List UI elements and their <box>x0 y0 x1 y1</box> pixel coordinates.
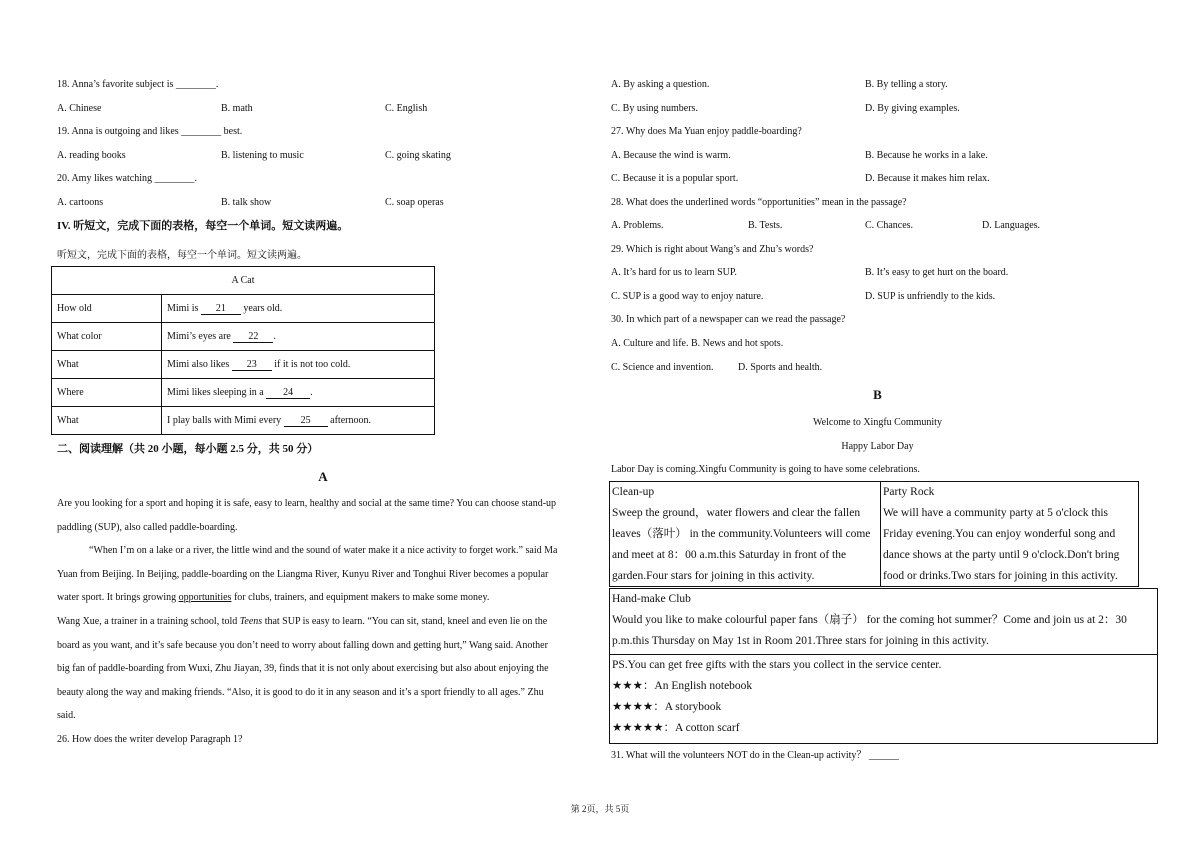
party-line: food or drinks.Two stars for joining in this activity. <box>883 570 1118 582</box>
answer-blank-22[interactable]: 22 <box>233 331 273 343</box>
handmake-title: Hand-make Club <box>612 593 691 605</box>
q19-option-a: A. reading books <box>57 150 126 161</box>
answer-blank-21[interactable]: 21 <box>201 303 241 315</box>
q29-option-a: A. It’s hard for us to learn SUP. <box>611 267 737 278</box>
ps-note: PS.You can get free gifts with the stars you collect in the service center. <box>612 659 942 671</box>
party-line: We will have a community party at 5 o'clock this <box>883 507 1109 519</box>
passage-a-line: big fan of paddle-boarding from Wuxi, Zhu Jiayan, 39, finds that it is not only about exercising but also about enjoying the <box>57 663 549 674</box>
table-row: What I play balls with Mimi every 25 afternoon. <box>52 407 435 435</box>
q26-option-b: B. By telling a story. <box>865 79 948 90</box>
cleanup-line: leaves（落叶） in the community.Volunteers will come <box>612 528 871 540</box>
q18-option-b: B. math <box>221 103 253 114</box>
party-box <box>880 481 1139 587</box>
passage-a-line: said. <box>57 710 76 721</box>
cleanup-title: Clean-up <box>612 486 655 498</box>
table-row: Where Mimi likes sleeping in a 24 . <box>52 379 435 407</box>
handmake-line: Would you like to make colourful paper fans（扇子） for the coming hot summer？Come and join us at 2：30 <box>612 614 1127 626</box>
answer-blank-24[interactable]: 24 <box>266 387 310 399</box>
row-label: Where <box>52 379 162 407</box>
cat-table-title: A Cat <box>52 267 435 295</box>
answer-blank-23[interactable]: 23 <box>232 359 272 371</box>
table-row: How old Mimi is 21 years old. <box>52 295 435 323</box>
q29-stem: 29. Which is right about Wang’s and Zhu’s words? <box>611 244 814 255</box>
q20-option-c: C. soap operas <box>385 197 444 208</box>
q28-option-c: C. Chances. <box>865 220 914 231</box>
passage-b-subtitle: Happy Labor Day <box>841 441 914 452</box>
section4-title: IV. 听短文，完成下面的表格，每空一个单词。短文读两遍。 <box>57 220 349 232</box>
cleanup-line: and meet at 8：00 a.m.this Saturday in front of the <box>612 549 847 561</box>
gift-three-stars: ★★★：An English notebook <box>612 680 753 692</box>
q29-option-d: D. SUP is unfriendly to the kids. <box>865 291 996 302</box>
underlined-word: opportunities <box>178 592 232 603</box>
q29-option-c: C. SUP is a good way to enjoy nature. <box>611 291 764 302</box>
row-label: What color <box>52 323 162 351</box>
section4-note: 听短文，完成下面的表格，每空一个单词。短文读两遍。 <box>57 250 307 261</box>
passage-a-line: Are you looking for a sport and hoping it is safe, easy to learn, healthy and social at the same time? You can choose stand-up <box>57 498 557 509</box>
row-label: How old <box>52 295 162 323</box>
q26-stem: 26. How does the writer develop Paragraph 1? <box>57 734 243 745</box>
row-label: What <box>52 407 162 435</box>
cleanup-line: Sweep the ground，water flowers and clear the fallen <box>612 507 861 519</box>
party-line: Friday evening.You can enjoy wonderful song and <box>883 528 1116 540</box>
q20-option-b: B. talk show <box>221 197 272 208</box>
cat-table <box>51 266 435 435</box>
cleanup-line: garden.Four stars for joining in this activity. <box>612 570 815 582</box>
gift-five-stars: ★★★★★：A cotton scarf <box>612 722 740 734</box>
q18-option-c: C. English <box>385 103 428 114</box>
gift-four-stars: ★★★★：A storybook <box>612 701 722 713</box>
passage-b-label: B <box>873 387 882 402</box>
q30-options-ab: A. Culture and life. B. News and hot spots. <box>611 338 784 349</box>
q30-stem: 30. In which part of a newspaper can we read the passage? <box>611 314 846 325</box>
q31-stem: 31. What will the volunteers NOT do in the Clean-up activity？ ______ <box>611 750 899 761</box>
handmake-box <box>609 588 1158 655</box>
passage-a-label: A <box>318 469 328 484</box>
q26-option-c: C. By using numbers. <box>611 103 698 114</box>
q27-option-b: B. Because he works in a lake. <box>865 150 988 161</box>
table-row: What Mimi also likes 23 if it is not too cold. <box>52 351 435 379</box>
q20-stem: 20. Amy likes watching ________. <box>57 173 197 184</box>
q28-option-b: B. Tests. <box>748 220 783 231</box>
q18-stem: 18. Anna’s favorite subject is ________. <box>57 79 219 90</box>
q30-option-d: D. Sports and health. <box>738 362 823 373</box>
passage-a-line: Yuan from Beijing. In Beijing, paddle-boarding on the Liangma River, Kunyu River and Tonghui River becomes a popular <box>57 569 549 580</box>
page-footer: 第 2页，共 5页 <box>570 804 630 814</box>
passage-a-line: water sport. It brings growing opportunities for clubs, trainers, and equipment makers to make some money. <box>57 592 490 603</box>
q26-option-a: A. By asking a question. <box>611 79 710 90</box>
party-line: dance shows at the party until 9 o'clock.Don't bring <box>883 549 1120 561</box>
table-row: What color Mimi’s eyes are 22 . <box>52 323 435 351</box>
answer-blank-25[interactable]: 25 <box>284 415 328 427</box>
party-title: Party Rock <box>883 486 935 498</box>
cleanup-box <box>609 481 881 587</box>
q27-stem: 27. Why does Ma Yuan enjoy paddle-boarding? <box>611 126 802 137</box>
q30-option-c: C. Science and invention. <box>611 362 714 373</box>
q27-option-a: A. Because the wind is warm. <box>611 150 731 161</box>
q27-option-c: C. Because it is a popular sport. <box>611 173 739 184</box>
q18-option-a: A. Chinese <box>57 103 102 114</box>
passage-a-line: paddling (SUP), also called paddle-boarding. <box>57 522 238 533</box>
passage-a-line: beauty along the way and making friends. “Also, it is good to do it in any season and it’s a sport friendly to all ages.” Zhu <box>57 687 544 698</box>
q28-stem: 28. What does the underlined words “opportunities” mean in the passage? <box>611 197 907 208</box>
passage-b-intro: Labor Day is coming.Xingfu Community is going to have some celebrations. <box>611 464 920 475</box>
ps-box <box>609 654 1158 744</box>
q19-option-c: C. going skating <box>385 150 451 161</box>
passage-a-line: “When I’m on a lake or a river, the little wind and the sound of water make it a nice activity to forget work.” said Ma <box>89 545 558 556</box>
q19-option-b: B. listening to music <box>221 150 304 161</box>
row-label: What <box>52 351 162 379</box>
passage-b-title: Welcome to Xingfu Community <box>813 417 942 428</box>
section2-title: 二、阅读理解（共 20 小题，每小题 2.5 分，共 50 分） <box>57 443 319 455</box>
q19-stem: 19. Anna is outgoing and likes ________ best. <box>57 126 243 137</box>
q28-option-d: D. Languages. <box>982 220 1041 231</box>
q26-option-d: D. By giving examples. <box>865 103 960 114</box>
q20-option-a: A. cartoons <box>57 197 104 208</box>
passage-a-line: board as you want, and it’s safe because you don’t need to worry about falling down and getting hurt,” Wang said. Another <box>57 640 548 651</box>
handmake-line: p.m.this Thursday on May 1st in Room 201.Three stars for joining in this activity. <box>612 635 989 647</box>
q28-option-a: A. Problems. <box>611 220 664 231</box>
q29-option-b: B. It’s easy to get hurt on the board. <box>865 267 1009 278</box>
passage-a-line: Wang Xue, a trainer in a training school, told Teens that SUP is easy to learn. “You can sit, stand, kneel and even lie on the <box>57 616 548 627</box>
q27-option-d: D. Because it makes him relax. <box>865 173 990 184</box>
